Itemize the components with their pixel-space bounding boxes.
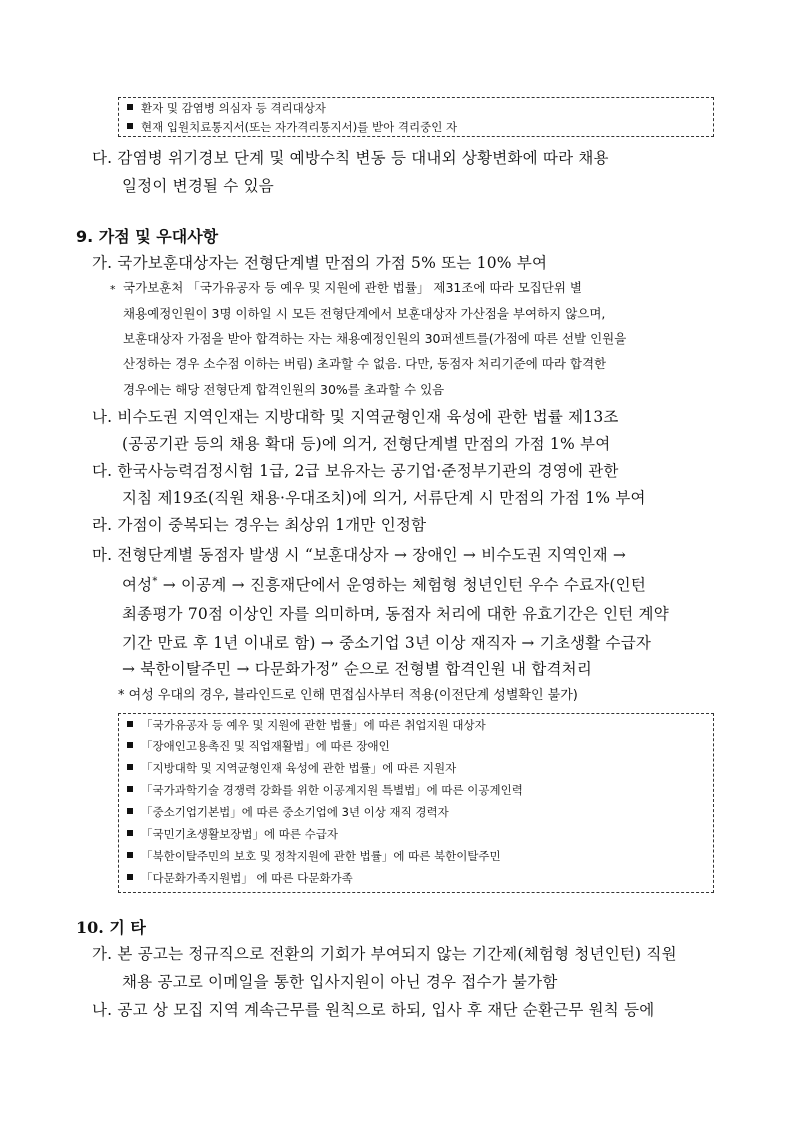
square-bullet-icon (127, 742, 133, 748)
box-item (127, 807, 449, 819)
square-bullet-icon (127, 830, 133, 836)
item-ra: 라. 가점이 중복되는 경우는 최상위 1개만 인정함 (92, 516, 427, 534)
section-10-heading: 10. 기 타 (76, 918, 146, 937)
item-na-line1: 나. 비수도권 지역인재는 지방대학 및 지역균형인재 육성에 관한 법률 제13조 (92, 408, 619, 426)
box-item (127, 122, 457, 134)
note-line: 산정하는 경우 소수점 이하는 버림) 초과할 수 없음. 다만, 동점자 처리기준에 따라 합격한 (123, 356, 607, 371)
square-bullet-icon (127, 721, 133, 727)
ma-female-text: 여성 (122, 576, 153, 595)
sec10-item-ga-line1: 가. 본 공고는 정규직으로 전환의 기회가 부여되지 않는 기간제(체험형 청년인턴) 직원 (92, 945, 677, 963)
paragraph-da-line1: 다. 감염병 위기경보 단계 및 예방수칙 변동 등 대내외 상황변화에 따라 채용 (92, 149, 609, 167)
box-item (127, 763, 456, 775)
box-item-text: 「국민기초생활보장법」에 따른 수급자 (141, 827, 338, 841)
item-ma-line2 (122, 577, 646, 594)
item-ma-line1: 마. 전형단계별 동점자 발생 시 “보훈대상자 → 장애인 → 비수도권 지역인재 → (92, 546, 627, 564)
square-bullet-icon (127, 852, 133, 858)
square-bullet-icon (127, 874, 133, 880)
box-item (127, 851, 501, 863)
section-9-heading: 9. 가점 및 우대사항 (76, 227, 219, 246)
ma-female-asterisk: * (152, 576, 158, 587)
box-item-text: 「중소기업기본법」에 따른 중소기업에 3년 이상 재직 경력자 (141, 805, 449, 819)
box-item-text: 「국가유공자 등 예우 및 지원에 관한 법률」에 따른 취업지원 대상자 (141, 718, 486, 732)
box-item (127, 720, 486, 732)
box-item-text: 「북한이탈주민의 보호 및 정착지원에 관한 법률」에 따른 북한이탈주민 (141, 849, 501, 863)
sec10-item-na: 나. 공고 상 모집 지역 계속근무를 원칙으로 하되, 입사 후 재단 순환근무 원칙 등에 (92, 1001, 655, 1019)
paragraph-da-line2: 일정이 변경될 수 있음 (122, 177, 274, 195)
ma-line2-rest: → 이공계 → 진흥재단에서 운영하는 체험형 청년인턴 우수 수료자(인턴 (157, 576, 646, 595)
item-na-line2: (공공기관 등의 채용 확대 등)에 의거, 전형단계별 만점의 가점 1% 부여 (122, 435, 611, 453)
square-bullet-icon (127, 123, 133, 129)
note-line: 국가보훈처 「국가유공자 등 예우 및 지원에 관한 법률」 제31조에 따라 모집단위 별 (123, 280, 582, 295)
sec10-item-ga-line2: 채용 공고로 이메일을 통한 입사지원이 아닌 경우 접수가 불가함 (122, 973, 558, 991)
item-da-line2: 지침 제19조(직원 채용·우대조치)에 의거, 서류단계 시 만점의 가점 1% 부여 (122, 489, 646, 507)
box-item (127, 829, 338, 841)
box-item (127, 741, 390, 753)
note-asterisk: * (110, 283, 116, 296)
box-item-text: 「장애인고용촉진 및 직업재활법」에 따른 장애인 (141, 739, 390, 753)
square-bullet-icon (127, 104, 133, 110)
item-ga: 가. 국가보훈대상자는 전형단계별 만점의 가점 5% 또는 10% 부여 (92, 254, 548, 272)
note-line: 보훈대상자 가점을 받아 합격하는 자는 채용예정인원의 30퍼센트를(가점에 따른 선발 인원을 (123, 331, 627, 346)
isolation-criteria-box (118, 97, 714, 137)
box-item (127, 103, 326, 115)
box-item-text: 「다문화가족지원법」 에 따른 다문화가족 (141, 871, 353, 885)
square-bullet-icon (127, 786, 133, 792)
box-item (127, 785, 523, 797)
box-item (127, 873, 353, 885)
item-ma-line3: 최종평가 70점 이상인 자를 의미하며, 동점자 처리에 대한 유효기간은 인턴 계약 (122, 605, 669, 623)
box-item-text: 「국가과학기술 경쟁력 강화를 위한 이공계지원 특별법」에 따른 이공계인력 (141, 783, 523, 797)
box-item-text: 「지방대학 및 지역균형인재 육성에 관한 법률」에 따른 지원자 (141, 761, 457, 775)
note-line: 채용예정인원이 3명 이하일 시 모든 전형단계에서 보훈대상자 가산점을 부여하지 않으며, (123, 306, 606, 321)
item-ma-line5: → 북한이탈주민 → 다문화가정” 순으로 전형별 합격인원 내 합격처리 (122, 660, 593, 678)
female-note: * 여성 우대의 경우, 블라인드로 인해 면접심사부터 적용(이전단계 성별확인 불가) (118, 688, 578, 703)
square-bullet-icon (127, 764, 133, 770)
box-item-text: 현재 입원치료통지서(또는 자가격리통지서)를 받아 격리중인 자 (141, 120, 458, 134)
item-da-line1: 다. 한국사능력검정시험 1급, 2급 보유자는 공기업·준정부기관의 경영에 관한 (92, 462, 619, 480)
law-list-box (118, 713, 714, 893)
square-bullet-icon (127, 808, 133, 814)
item-ma-line4: 기간 만료 후 1년 이내로 함) → 중소기업 3년 이상 재직자 → 기초생활 수급자 (122, 634, 652, 652)
box-item-text: 환자 및 감염병 의심자 등 격리대상자 (141, 101, 326, 115)
note-line: 경우에는 해당 전형단계 합격인원의 30%를 초과할 수 있음 (123, 382, 445, 397)
